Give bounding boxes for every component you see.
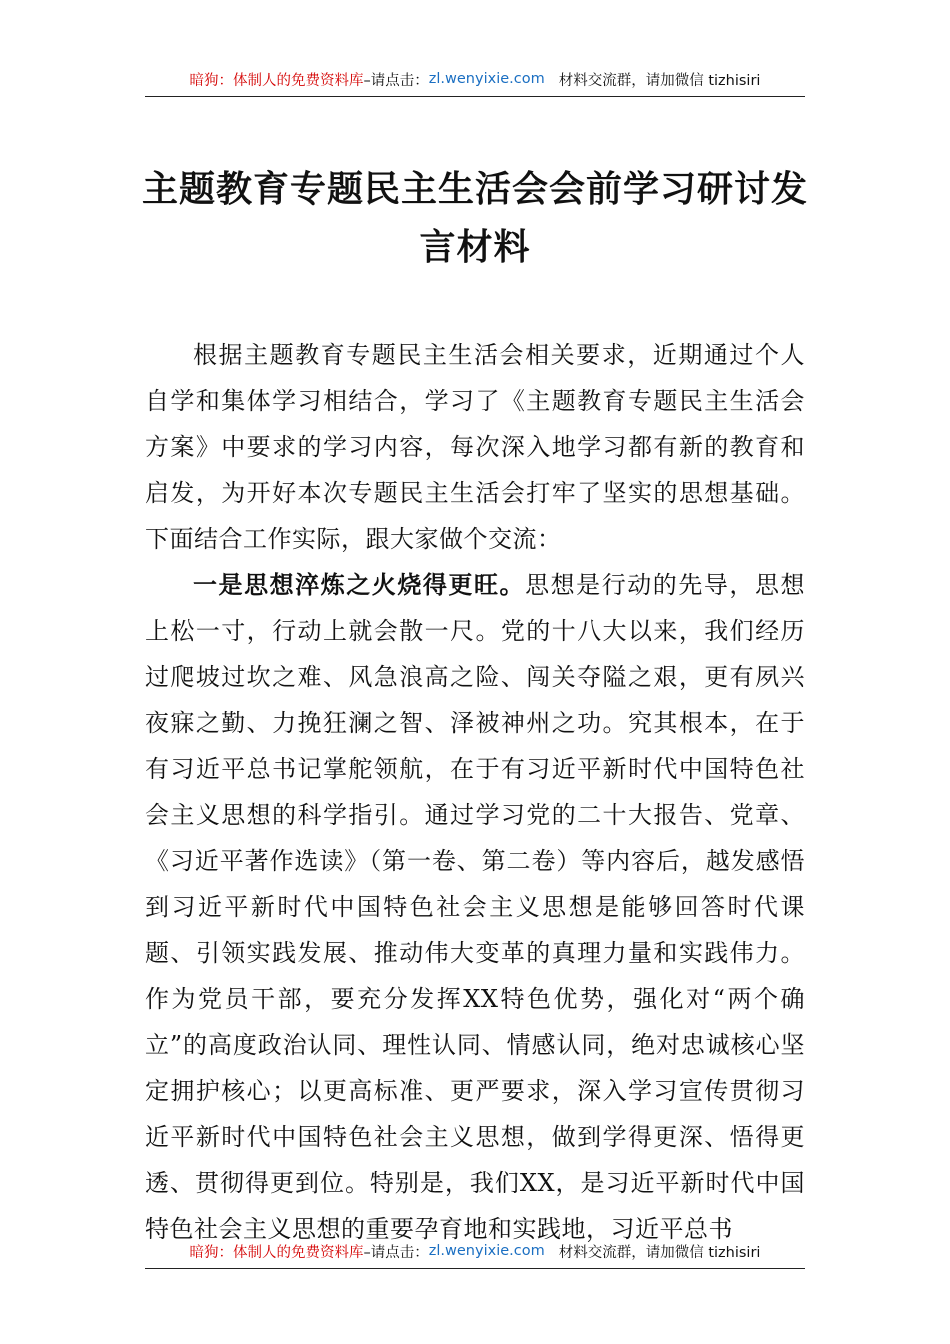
footer-banner: [145, 1234, 805, 1269]
header-banner: [145, 62, 805, 97]
paragraph-text: 思想是行动的先导，思想上松一寸，行动上就会散一尺。党的十八大以来，我们经历过爬坡过坎之难、风急浪高之险、闯关夺隘之艰，更有夙兴夜寐之勤、力挽狂澜之智、泽被神州之功。究其根本，在于有习近平总书记掌舵领航，在于有习近平新时代中国特色社会主义思想的科学指引。通过学习党的二十大报告、党章、《习近平著作选读》（第一卷、第二卷）等内容后，越发感悟到习近平新时代中国特色社会主义思想是能够回答时代课题、引领实践发展、推动伟大变革的真理力量和实践伟力。作为党员干部，要充分发挥XX特色优势，强化对“两个确立”的高度政治认同、理性认同、情感认同，绝对忠诚核心坚定拥护核心；以更高标准、更严要求，深入学习宣传贯彻习近平新时代中国特色社会主义思想，做到学得更深、悟得更透、贯彻得更到位。特别是，我们XX，是习近平新时代中国特色社会主义思想的重要孕育地和实践地，习近平总书: [145, 571, 806, 1243]
footer-click-prompt: –请点击：: [363, 1244, 429, 1261]
document-body: [145, 332, 805, 1252]
header-click-prompt: –请点击：: [363, 72, 429, 89]
header-brand-text: 暗狗：体制人的免费资料库: [189, 72, 364, 89]
footer-brand-text: 暗狗：体制人的免费资料库: [189, 1244, 364, 1261]
paragraph-intro: [145, 332, 805, 562]
paragraph-lead: 一是思想淬炼之火烧得更旺。: [193, 570, 526, 599]
header-contact-text: 材料交流群，请加微信 tizhisiri: [558, 72, 761, 89]
document-title: 主题教育专题民主生活会会前学习研讨发言材料: [141, 168, 808, 268]
paragraph-point-one: [145, 562, 805, 1252]
paragraph-text: 根据主题教育专题民主生活会相关要求，近期通过个人自学和集体学习相结合，学习了《主题教育专题民主生活会方案》中要求的学习内容，每次深入地学习都有新的教育和启发，为开好本次专题民主生活会打牢了坚实的思想基础。下面结合工作实际，跟大家做个交流：: [145, 341, 805, 553]
footer-url-link[interactable]: zl.wenyixie.com: [428, 1243, 545, 1259]
header-url-link[interactable]: zl.wenyixie.com: [428, 71, 545, 87]
footer-contact-text: 材料交流群，请加微信 tizhisiri: [558, 1244, 761, 1261]
